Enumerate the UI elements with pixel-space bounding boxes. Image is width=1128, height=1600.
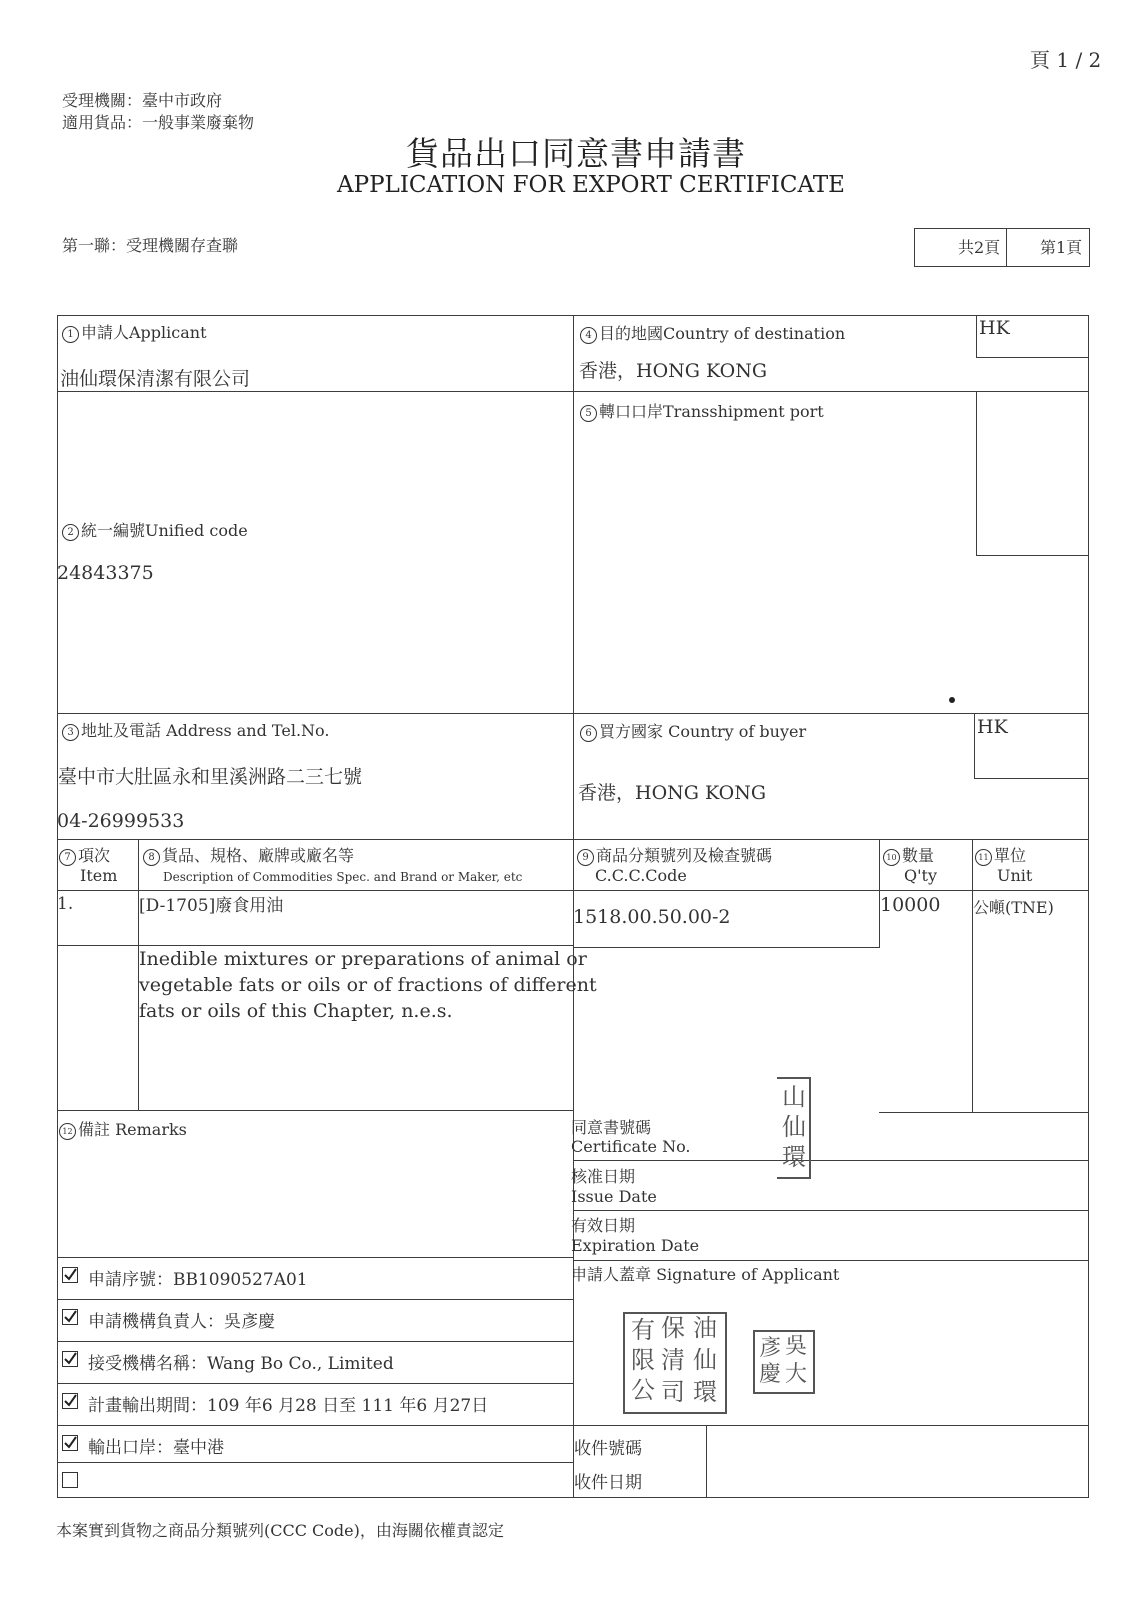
unified-code-label: 2 統一編號Unified code <box>62 518 248 541</box>
signature-label: 申請人蓋章 Signature of Applicant <box>571 1265 840 1284</box>
unit-header: 11 單位 <box>975 843 1026 866</box>
checklist-checkbox[interactable] <box>62 1393 78 1409</box>
transship-label: 5 轉口口岸Transshipment port <box>580 399 824 422</box>
checklist-item-text: 申請序號：BB1090527A01 <box>88 1270 308 1290</box>
item-desc: [D-1705]廢食用油 <box>139 896 284 916</box>
checklist-checkbox[interactable] <box>62 1309 78 1325</box>
ccc-header: 9 商品分類號列及檢查號碼 <box>577 843 772 866</box>
checklist-item-text: 輸出口岸：臺中港 <box>88 1438 224 1458</box>
qty-header: 10 數量 <box>883 843 934 866</box>
goods-type: 適用貨品：一般事業廢棄物 <box>62 113 255 132</box>
tel-value: 04-26999533 <box>57 810 185 832</box>
check-mark-icon <box>63 1394 77 1408</box>
partial-seal-stamp: 山 仙 環 <box>777 1077 811 1179</box>
item-ccc: 1518.00.50.00-2 <box>573 906 731 928</box>
checklist-item-text: 接受機構名稱：Wang Bo Co., Limited <box>88 1354 394 1374</box>
checklist-item-text: 申請機構負責人：吳彥慶 <box>88 1312 275 1332</box>
destination-code: HK <box>979 317 1010 339</box>
destination-value: 香港，HONG KONG <box>579 360 768 382</box>
scan-speck <box>949 697 955 703</box>
copy-label: 第一聯：受理機關存查聯 <box>62 236 239 255</box>
desc-header-en: Description of Commodities Spec. and Brand or Maker, etc <box>163 870 523 884</box>
receipt-no-label: 收件號碼 <box>574 1439 642 1459</box>
address-label: 3 地址及電話 Address and Tel.No. <box>62 718 329 741</box>
item-header-en: Item <box>80 866 118 885</box>
issue-date-zh: 核准日期 <box>571 1167 636 1186</box>
personal-seal-stamp: 彥 吳 慶 大 <box>753 1330 815 1394</box>
company-seal-stamp: 有 保 油 限 清 仙 公 司 環 <box>623 1312 727 1414</box>
check-mark-icon <box>63 1310 77 1324</box>
cert-no-en: Certificate No. <box>571 1137 691 1156</box>
expiration-zh: 有效日期 <box>571 1216 636 1235</box>
check-mark-icon <box>63 1436 77 1450</box>
checklist-checkbox[interactable] <box>62 1435 78 1451</box>
expiration-en: Expiration Date <box>571 1236 700 1255</box>
ccc-header-en: C.C.C.Code <box>595 866 687 885</box>
title-zh: 貨品出口同意書申請書 <box>406 134 746 173</box>
applicant-value: 油仙環保清潔有限公司 <box>60 368 251 390</box>
applicant-label: 1 申請人Applicant <box>62 320 207 343</box>
item-desc-en-1: Inedible mixtures or preparations of animal or <box>139 948 587 970</box>
agency: 受理機關：臺中市政府 <box>62 91 223 110</box>
checklist-checkbox[interactable] <box>62 1472 78 1488</box>
item-unit: 公噸(TNE) <box>973 898 1054 917</box>
check-mark-icon <box>63 1352 77 1366</box>
check-mark-icon <box>63 1268 77 1282</box>
item-header: 7 項次 <box>59 843 110 866</box>
unified-code-value: 24843375 <box>57 562 154 584</box>
title-en: APPLICATION FOR EXPORT CERTIFICATE <box>337 172 845 198</box>
item-desc-en-2: vegetable fats or oils or of fractions of different <box>139 974 597 996</box>
buyer-value: 香港，HONG KONG <box>578 782 767 804</box>
total-pages: 共2頁 <box>958 238 1001 257</box>
buyer-label: 6 買方國家 Country of buyer <box>580 719 806 742</box>
receipt-date-label: 收件日期 <box>574 1473 642 1493</box>
checklist-checkbox[interactable] <box>62 1267 78 1283</box>
remarks-label: 12 備註 Remarks <box>59 1117 187 1140</box>
issue-date-en: Issue Date <box>571 1187 657 1206</box>
destination-label: 4 目的地國Country of destination <box>580 321 845 344</box>
footer-note: 本案實到貨物之商品分類號列(CCC Code)，由海關依權責認定 <box>56 1521 504 1540</box>
current-page: 第1頁 <box>1040 238 1083 257</box>
unit-header-en: Unit <box>997 866 1033 885</box>
address-value: 臺中市大肚區永和里溪洲路二三七號 <box>58 766 363 788</box>
item-desc-en-3: fats or oils of this Chapter, n.e.s. <box>139 1000 453 1022</box>
checklist-item-text: 計畫輸出期間：109 年6 月28 日至 111 年6 月27日 <box>88 1396 489 1416</box>
desc-header: 8 貨品、規格、廠牌或廠名等 <box>143 843 354 866</box>
qty-header-en: Q'ty <box>904 866 937 885</box>
item-qty: 10000 <box>880 894 941 916</box>
cert-no-zh: 同意書號碼 <box>571 1118 652 1137</box>
item-no: 1. <box>57 894 74 914</box>
buyer-code: HK <box>977 716 1008 738</box>
page-number: 頁 1 / 2 <box>1030 48 1102 72</box>
checklist-checkbox[interactable] <box>62 1351 78 1367</box>
